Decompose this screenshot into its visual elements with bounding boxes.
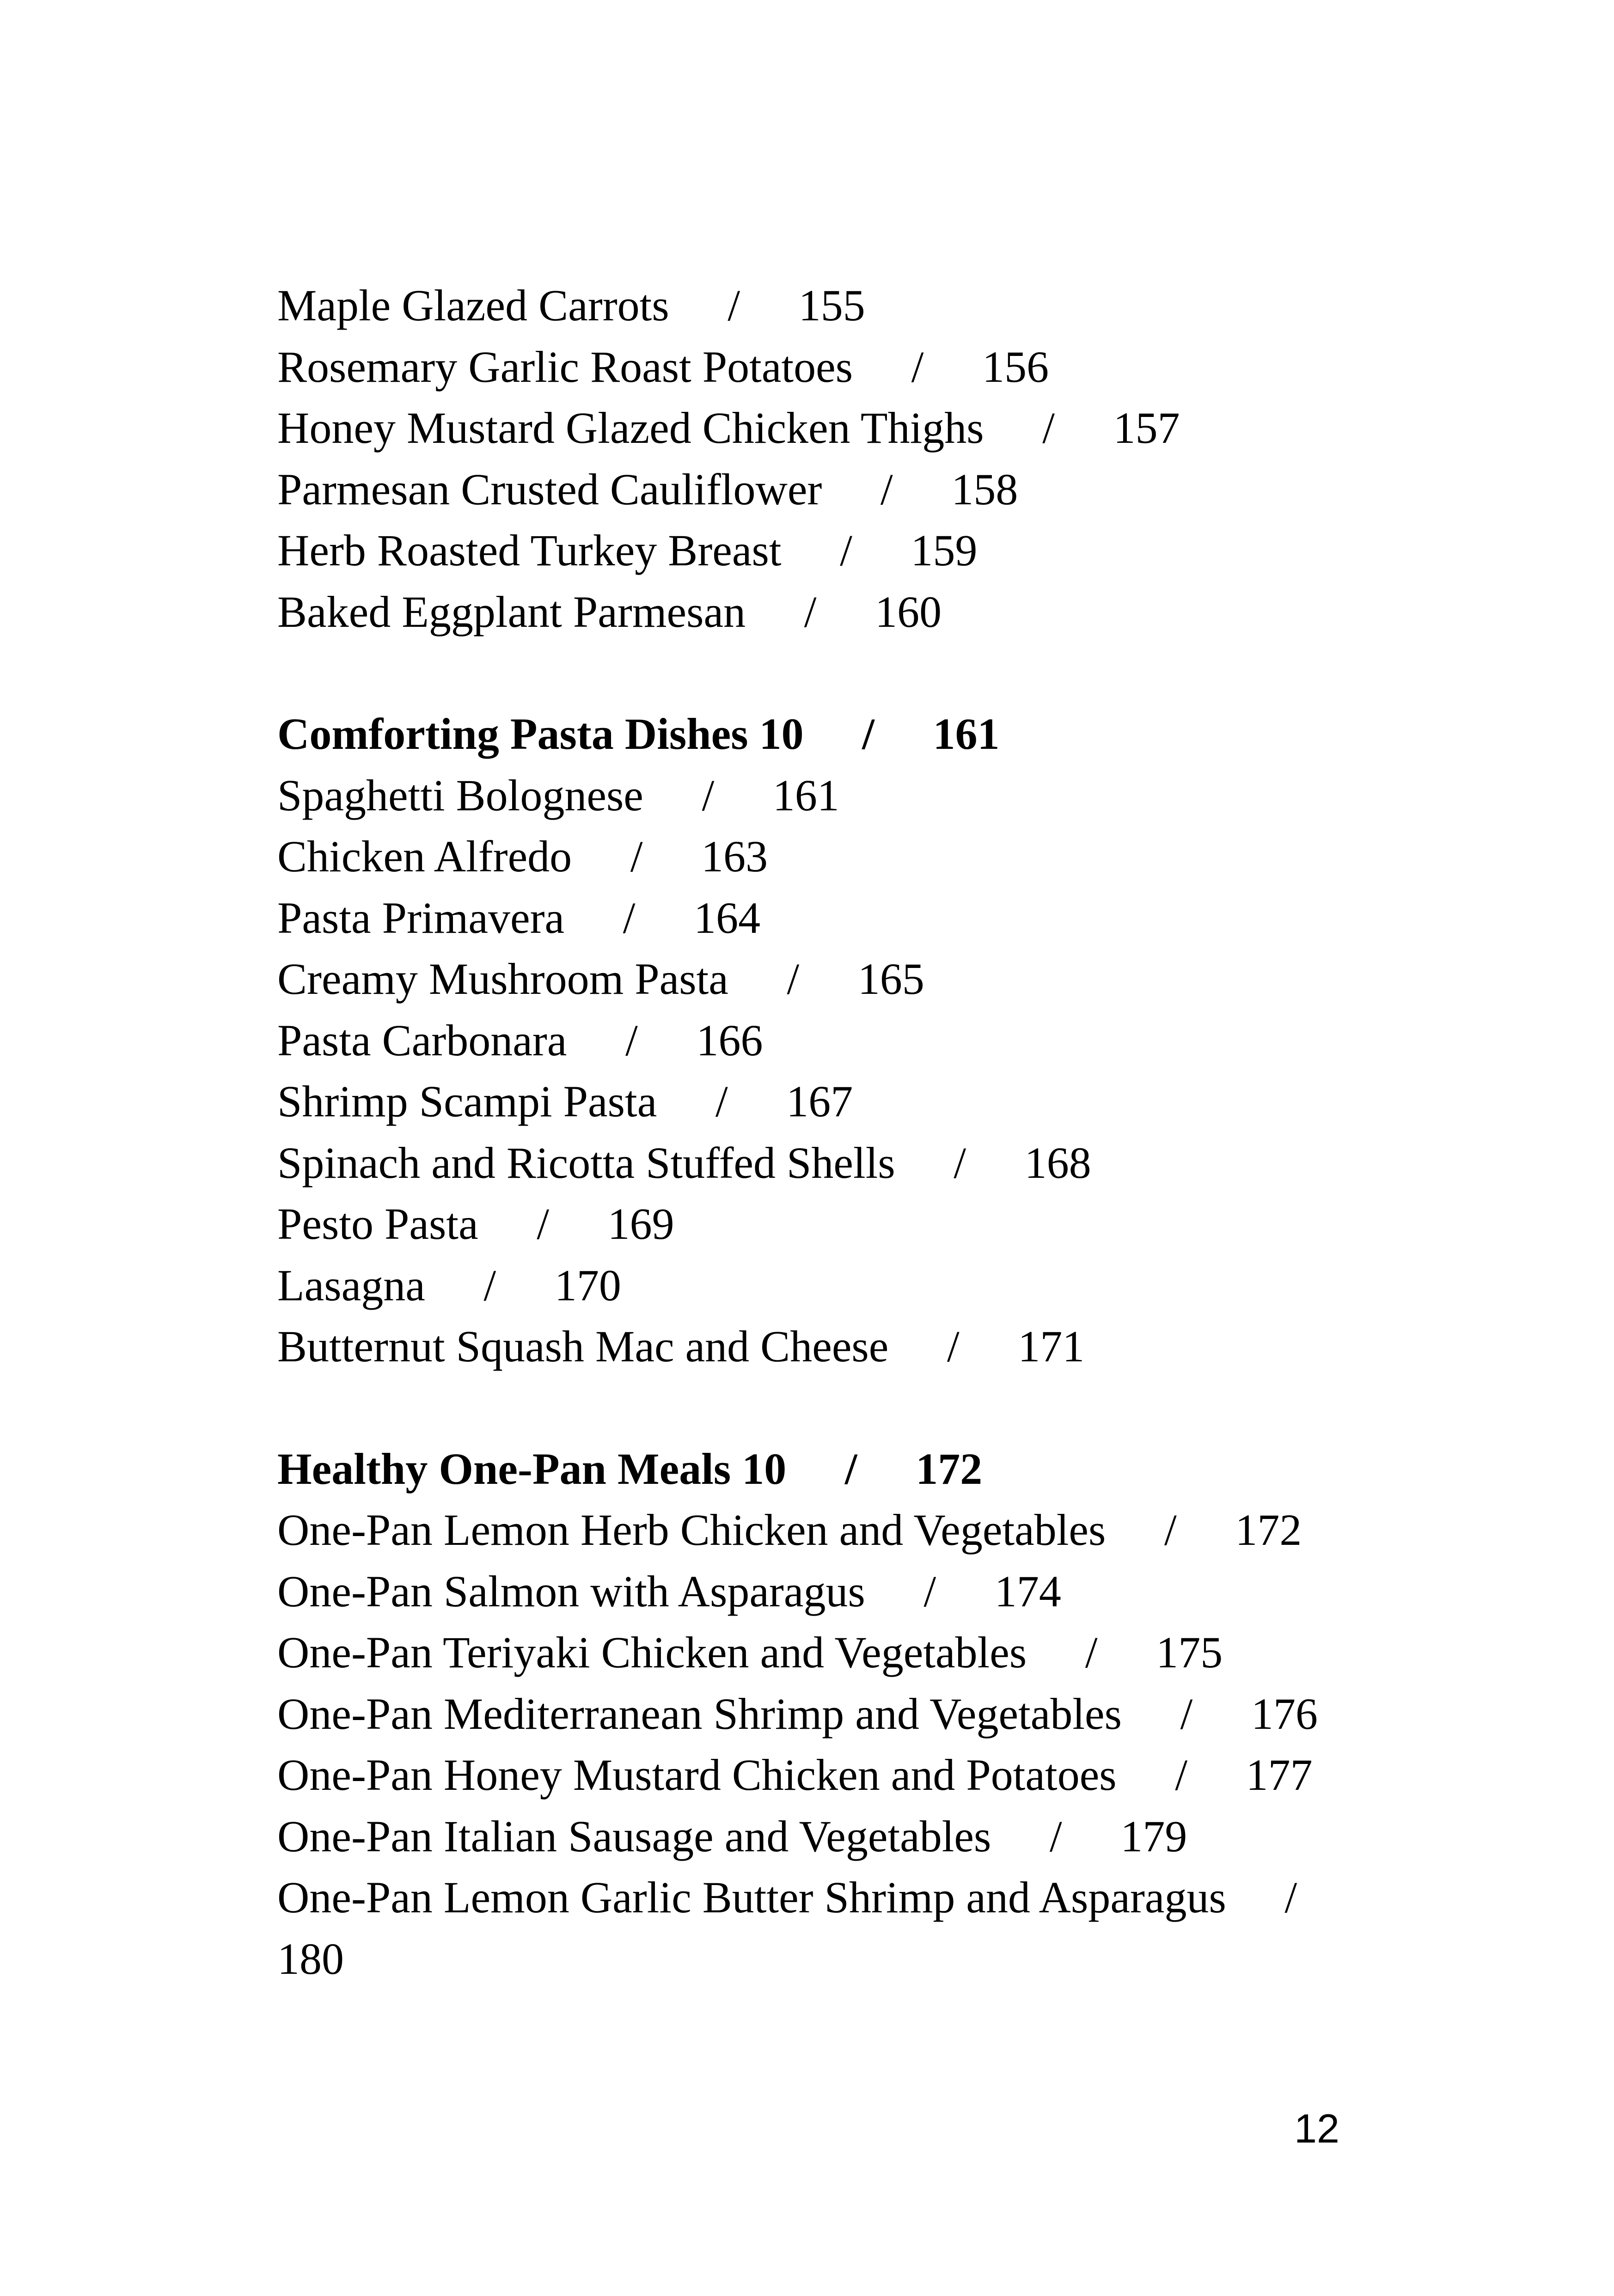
toc-section (277, 1439, 1377, 1990)
toc-entry-page: 160 (875, 587, 942, 637)
toc-entry (277, 1561, 1377, 1623)
toc-entry (277, 1133, 1377, 1194)
toc-entry-title: One-Pan Honey Mustard Chicken and Potatoes (277, 1750, 1117, 1800)
toc-separator: / (1175, 1750, 1187, 1800)
toc-entry-page: 176 (1251, 1689, 1318, 1739)
toc-separator: / (862, 709, 874, 759)
toc-section-heading (277, 1439, 1377, 1500)
toc-separator: / (625, 1015, 638, 1065)
toc-entry-title: Butternut Squash Mac and Cheese (277, 1322, 889, 1371)
toc-entry-page: 156 (982, 342, 1049, 392)
toc-entry (277, 1500, 1377, 1561)
toc-entry-title: Lasagna (277, 1260, 425, 1310)
toc-separator: / (483, 1260, 496, 1310)
toc-entry-title: Pasta Carbonara (277, 1015, 567, 1065)
toc-entry-title: Spinach and Ricotta Stuffed Shells (277, 1138, 895, 1188)
toc-entry-title: Parmesan Crusted Cauliflower (277, 464, 822, 514)
page-number: 12 (1294, 2106, 1339, 2151)
toc-entry-page: 171 (1018, 1322, 1085, 1371)
toc-heading-page: 172 (916, 1444, 983, 1494)
toc-entry-title: One-Pan Italian Sausage and Vegetables (277, 1811, 991, 1861)
toc-entry-page: 163 (701, 832, 768, 881)
toc-entry-page: 172 (1235, 1505, 1302, 1555)
toc-separator: / (1042, 403, 1055, 453)
toc-entry-page: 157 (1113, 403, 1180, 453)
toc-entry-page: 168 (1024, 1138, 1091, 1188)
toc-entry (277, 337, 1377, 398)
toc-entry-title: Pasta Primavera (277, 893, 565, 943)
toc-entry-page: 164 (694, 893, 761, 943)
toc-entry (277, 1071, 1377, 1133)
toc-section (277, 275, 1377, 643)
toc-separator: / (954, 1138, 966, 1188)
table-of-contents (277, 275, 1377, 1990)
toc-entry (277, 398, 1377, 459)
toc-entry-page: 159 (911, 526, 978, 575)
toc-heading-title: Healthy One-Pan Meals 10 (277, 1444, 787, 1494)
toc-separator: / (728, 281, 740, 330)
toc-entry-title: One-Pan Lemon Herb Chicken and Vegetables (277, 1505, 1106, 1555)
toc-entry-page: 158 (951, 464, 1018, 514)
toc-entry (277, 1867, 1377, 1990)
toc-separator: / (1284, 1873, 1297, 1922)
toc-entry-title: One-Pan Salmon with Asparagus (277, 1566, 865, 1616)
toc-entry-page: 180 (277, 1934, 344, 1984)
toc-heading-title: Comforting Pasta Dishes 10 (277, 709, 804, 759)
toc-entry (277, 949, 1377, 1010)
toc-separator: / (1164, 1505, 1177, 1555)
toc-section-heading (277, 704, 1377, 765)
toc-heading-page: 161 (933, 709, 1000, 759)
toc-entry-title: Creamy Mushroom Pasta (277, 954, 728, 1004)
toc-entry-title: One-Pan Lemon Garlic Butter Shrimp and Asparagus (277, 1873, 1226, 1922)
toc-separator: / (840, 526, 852, 575)
toc-entry (277, 459, 1377, 520)
toc-entry-title: Herb Roasted Turkey Breast (277, 526, 782, 575)
toc-entry-title: Chicken Alfredo (277, 832, 572, 881)
toc-entry (277, 1684, 1377, 1745)
toc-entry-title: Maple Glazed Carrots (277, 281, 669, 330)
toc-entry-page: 179 (1120, 1811, 1187, 1861)
toc-entry-title: Shrimp Scampi Pasta (277, 1077, 657, 1126)
toc-separator: / (537, 1199, 549, 1249)
toc-entry (277, 1316, 1377, 1378)
toc-entry (277, 1622, 1377, 1684)
toc-section (277, 704, 1377, 1378)
toc-entry-title: Rosemary Garlic Roast Potatoes (277, 342, 853, 392)
toc-entry (277, 1806, 1377, 1867)
toc-entry-page: 174 (994, 1566, 1061, 1616)
toc-separator: / (844, 1444, 857, 1494)
toc-entry-page: 166 (696, 1015, 763, 1065)
toc-separator: / (880, 464, 893, 514)
toc-entry-title: Pesto Pasta (277, 1199, 478, 1249)
toc-separator: / (923, 1566, 936, 1616)
toc-entry-page: 169 (607, 1199, 674, 1249)
toc-entry-page: 165 (857, 954, 924, 1004)
toc-entry-page: 161 (772, 770, 839, 820)
toc-separator: / (715, 1077, 728, 1126)
toc-entry (277, 275, 1377, 337)
toc-entry-page: 155 (798, 281, 865, 330)
toc-separator: / (630, 832, 643, 881)
toc-separator: / (787, 954, 800, 1004)
toc-separator: / (702, 770, 715, 820)
toc-entry (277, 582, 1377, 643)
toc-entry-page: 167 (786, 1077, 853, 1126)
toc-entry (277, 1010, 1377, 1071)
toc-separator: / (1085, 1628, 1098, 1677)
toc-entry-title: Baked Eggplant Parmesan (277, 587, 746, 637)
toc-entry-page: 177 (1246, 1750, 1313, 1800)
toc-entry-title: Spaghetti Bolognese (277, 770, 643, 820)
toc-entry-page: 170 (554, 1260, 621, 1310)
toc-entry-page: 175 (1156, 1628, 1223, 1677)
toc-entry (277, 826, 1377, 888)
toc-entry (277, 765, 1377, 827)
toc-entry-title: One-Pan Teriyaki Chicken and Vegetables (277, 1628, 1027, 1677)
toc-separator: / (804, 587, 817, 637)
toc-entry (277, 1194, 1377, 1255)
toc-entry (277, 888, 1377, 949)
toc-entry-title: One-Pan Mediterranean Shrimp and Vegetables (277, 1689, 1122, 1739)
toc-entry (277, 520, 1377, 582)
toc-separator: / (623, 893, 636, 943)
toc-separator: / (947, 1322, 960, 1371)
toc-entry (277, 1745, 1377, 1806)
toc-entry (277, 1255, 1377, 1316)
toc-separator: / (1180, 1689, 1193, 1739)
toc-entry-title: Honey Mustard Glazed Chicken Thighs (277, 403, 984, 453)
toc-separator: / (911, 342, 924, 392)
toc-separator: / (1050, 1811, 1062, 1861)
